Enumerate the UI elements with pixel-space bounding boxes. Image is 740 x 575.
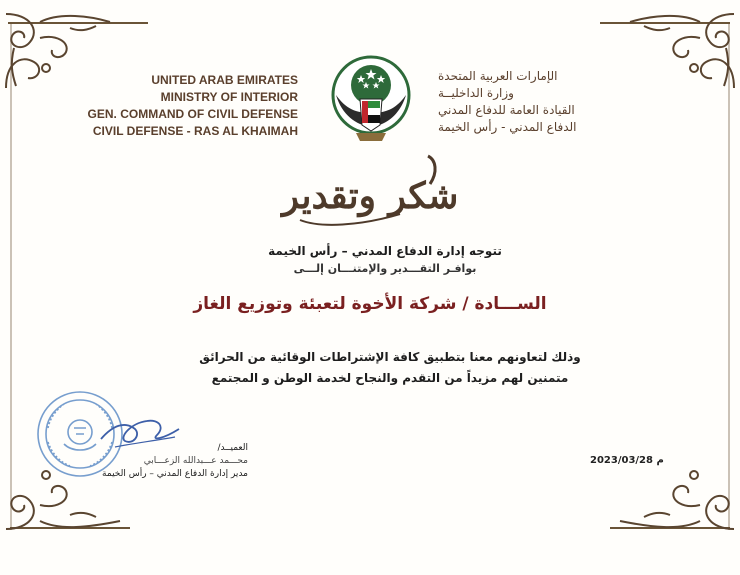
header-ar-country: الإمارات العربية المتحدة [438, 69, 558, 83]
frame-left-line [10, 22, 12, 530]
header-en-ministry: MINISTRY OF INTERIOR [160, 90, 298, 104]
calligraphy-text: شكر وتقدير [281, 175, 459, 217]
header-ar-command: القيادة العامة للدفاع المدني [438, 103, 575, 117]
body-line-1: وذلك لتعاونهم معنا بتطبيق كافة الإشتراطات الوقائية من الحرائق [199, 350, 581, 364]
issue-date: 2023/03/28 م [590, 455, 664, 466]
signatory-block [102, 442, 248, 481]
header-ar-ministry: وزارة الداخليــة [438, 86, 514, 100]
body-line-2: متمنين لهم مزيداً من التقدم والنجاح لخدمة الوطن و المجتمع [211, 371, 569, 385]
header-en-command: GEN. COMMAND OF CIVIL DEFENSE [87, 107, 298, 121]
header-ar-department: الدفاع المدني - رأس الخيمة [438, 120, 577, 134]
header-arabic [438, 68, 684, 136]
recipient-name: الســـادة / شركة الأخوة لتعبئة وتوزيع الغاز [193, 294, 547, 314]
header-english [60, 72, 298, 140]
signatory-name: محـــمد عـــبدالله الزعـــابي [143, 456, 248, 466]
signatory-title: مدير إدارة الدفاع المدني – رأس الخيمة [102, 469, 248, 479]
thanks-calligraphy-title [280, 150, 460, 232]
intro-line-2: بوافـر التقـــدير والإمتنـــان إلـــى [293, 262, 477, 275]
intro-line-1: تتوجه إدارة الدفاع المدني – رأس الخيمة [268, 244, 502, 258]
header-en-department: CIVIL DEFENSE - RAS AL KHAIMAH [92, 124, 298, 138]
uae-falcon-emblem-icon [330, 55, 412, 143]
signatory-rank: العميــد/ [217, 443, 248, 453]
header-en-country: UNITED ARAB EMIRATES [151, 73, 298, 87]
frame-right-line [728, 22, 730, 530]
ornament-bottom-right-icon [610, 455, 740, 535]
